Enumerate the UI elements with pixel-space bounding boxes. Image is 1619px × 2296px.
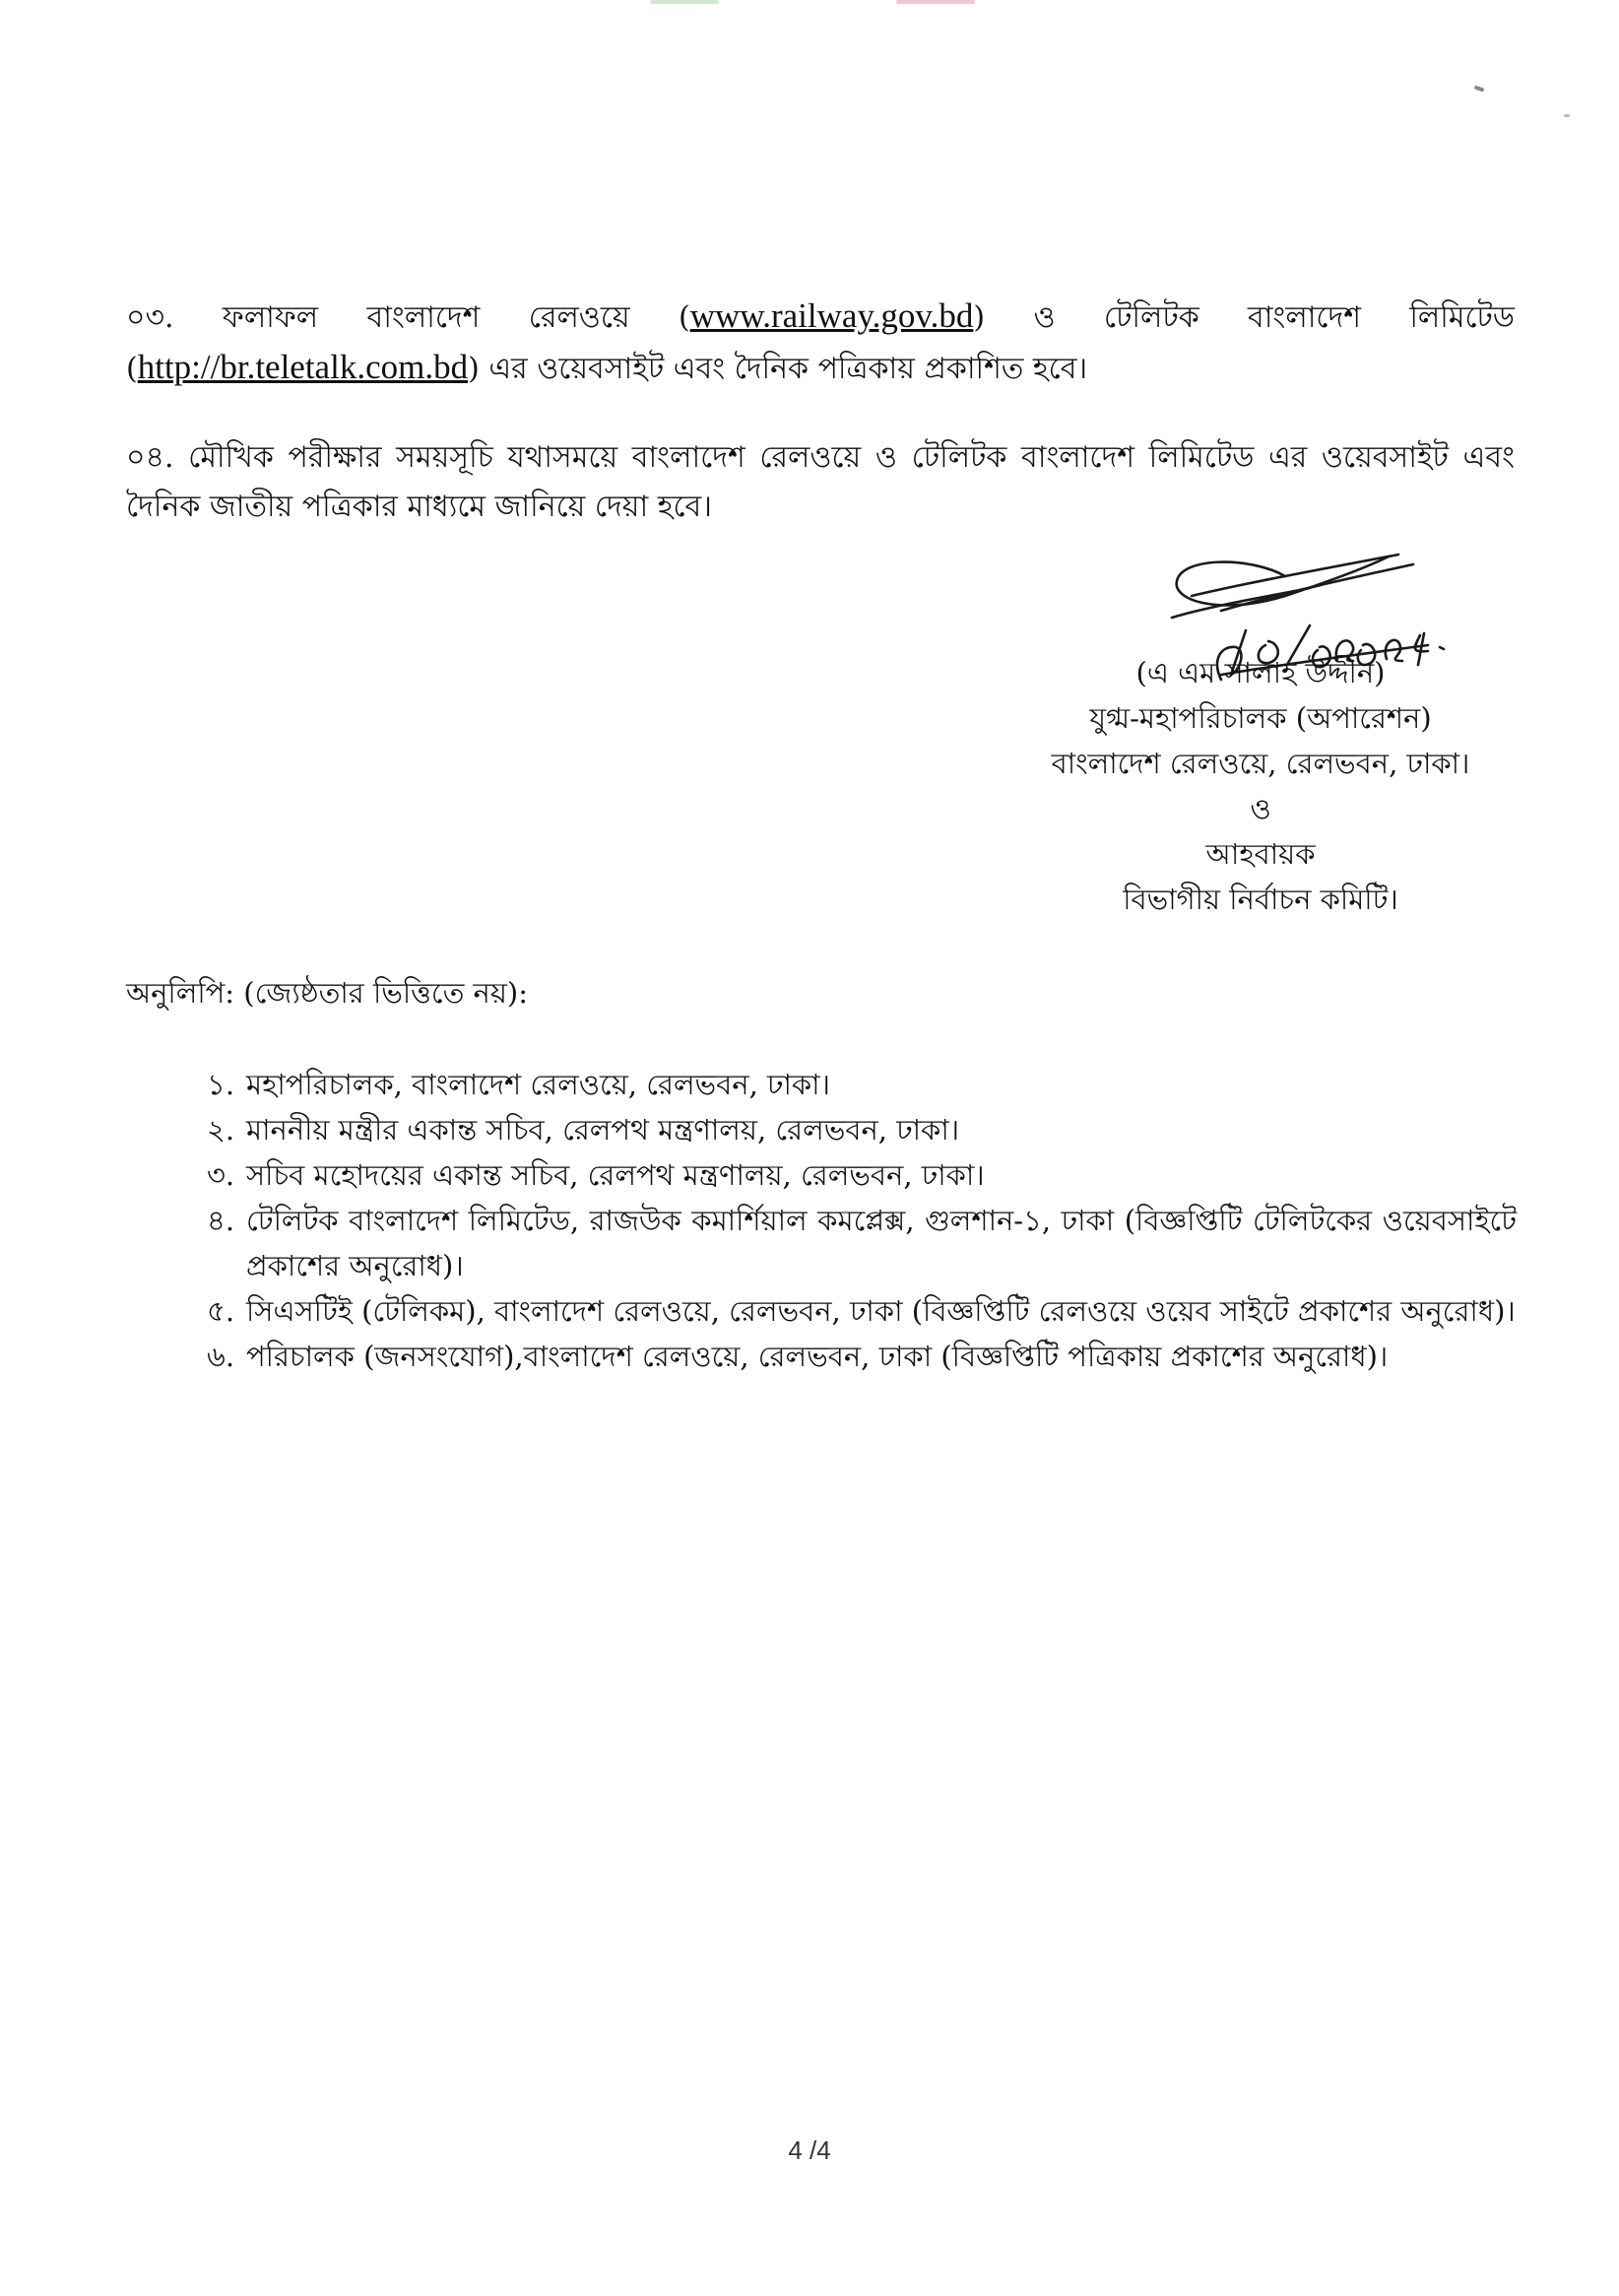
signatory-role: আহবায়ক: [1205, 837, 1316, 871]
list-item-text: টেলিটক বাংলাদেশ লিমিটেড, রাজউক কমার্শিয়াল কমপ্লেক্স, গুলশান-১, ঢাকা (বিজ্ঞপ্তিটি টেলিটকের ওয়েবসাইটে প্রকাশের অনুরোধ)।: [246, 1204, 1517, 1282]
paragraph-04: [126, 433, 1515, 532]
signatory-designation: যুগ্ম-মহাপরিচালক (অপারেশন): [1089, 701, 1432, 735]
signatory-name: (এ এম সালাহ উদ্দীন): [1135, 656, 1386, 689]
signatory-office: বাংলাদেশ রেলওয়ে, রেলভবন, ঢাকা।: [1051, 747, 1470, 780]
copy-to-heading: অনুলিপি: (জ্যেষ্ঠতার ভিত্তিতে নয়):: [126, 976, 529, 1010]
paragraph-03-prefix: ০৩. ফলাফল বাংলাদেশ রেলওয়ে: [126, 300, 630, 335]
list-item: [207, 1107, 1517, 1152]
paragraph-03-suffix: এর ওয়েবসাইট এবং দৈনিক পত্রিকায় প্রকাশিত হবে।: [488, 352, 1088, 386]
list-item: [207, 1288, 1517, 1334]
list-item-number: ৩.: [207, 1158, 235, 1192]
paragraph-04-text: ০৪. মৌখিক পরীক্ষার সময়সূচি যথাসময়ে বাংলাদেশ রেলওয়ে ও টেলিটক বাংলাদেশ লিমিটেড এর ওয়েবসাইট এবং দৈনিক জাতীয় পত্রিকার মাধ্যমে জানিয়ে দেয়া হবে।: [126, 440, 1515, 524]
list-item-number: ৪.: [207, 1204, 235, 1237]
copy-to-list: [207, 1062, 1517, 1379]
paragraph-03: ০৩. ফলাফল বাংলাদেশ রেলওয়ে (www.railway.gov.bd) ও টেলিটক বাংলাদেশ লিমিটেড (http://br.teletalk.com.bd) এর ওয়েবসাইট এবং দৈনিক পত্রিকায় প্রকাশিত হবে।: [126, 296, 1515, 386]
railway-website-link[interactable]: www.railway.gov.bd: [689, 296, 974, 335]
teletalk-website-link[interactable]: http://br.teletalk.com.bd: [137, 348, 469, 386]
list-item-text: পরিচালক (জনসংযোগ),বাংলাদেশ রেলওয়ে, রেলভবন, ঢাকা (বিজ্ঞপ্তিটি পত্রিকায় প্রকাশের অনুরোধ)।: [246, 1340, 1389, 1373]
list-item: [207, 1062, 1517, 1107]
list-item-number: ৫.: [207, 1294, 235, 1328]
paragraph-03-middle: ও টেলিটক বাংলাদেশ লিমিটেড: [1033, 300, 1515, 335]
signatory-conjunction: ও: [1250, 792, 1271, 825]
list-item-number: ২.: [207, 1113, 235, 1147]
scan-edge-marks: [650, 0, 985, 6]
scan-speck: [1474, 85, 1485, 92]
list-item: [207, 1334, 1517, 1379]
list-item-text: সচিব মহোদয়ের একান্ত সচিব, রেলপথ মন্ত্রণালয়, রেলভবন, ঢাকা।: [246, 1158, 985, 1192]
page-number: 4 /4: [788, 2135, 831, 2165]
signature-block: [985, 650, 1536, 922]
list-item-text: মাননীয় মন্ত্রীর একান্ত সচিব, রেলপথ মন্ত্রণালয়, রেলভবন, ঢাকা।: [246, 1113, 960, 1147]
list-item-text: মহাপরিচালক, বাংলাদেশ রেলওয়ে, রেলভবন, ঢাকা।: [246, 1068, 830, 1101]
list-item: [207, 1198, 1517, 1288]
list-item-number: ৬.: [207, 1340, 235, 1373]
list-item: [207, 1152, 1517, 1198]
scan-speck: [1564, 114, 1570, 117]
list-item-text: সিএসটিই (টেলিকম), বাংলাদেশ রেলওয়ে, রেলভবন, ঢাকা (বিজ্ঞপ্তিটি রেলওয়ে ওয়েব সাইটে প্রকাশের অনুরোধ)।: [246, 1294, 1516, 1328]
list-item-number: ১.: [207, 1068, 235, 1101]
committee-name: বিভাগীয় নির্বাচন কমিটি।: [1123, 883, 1398, 916]
